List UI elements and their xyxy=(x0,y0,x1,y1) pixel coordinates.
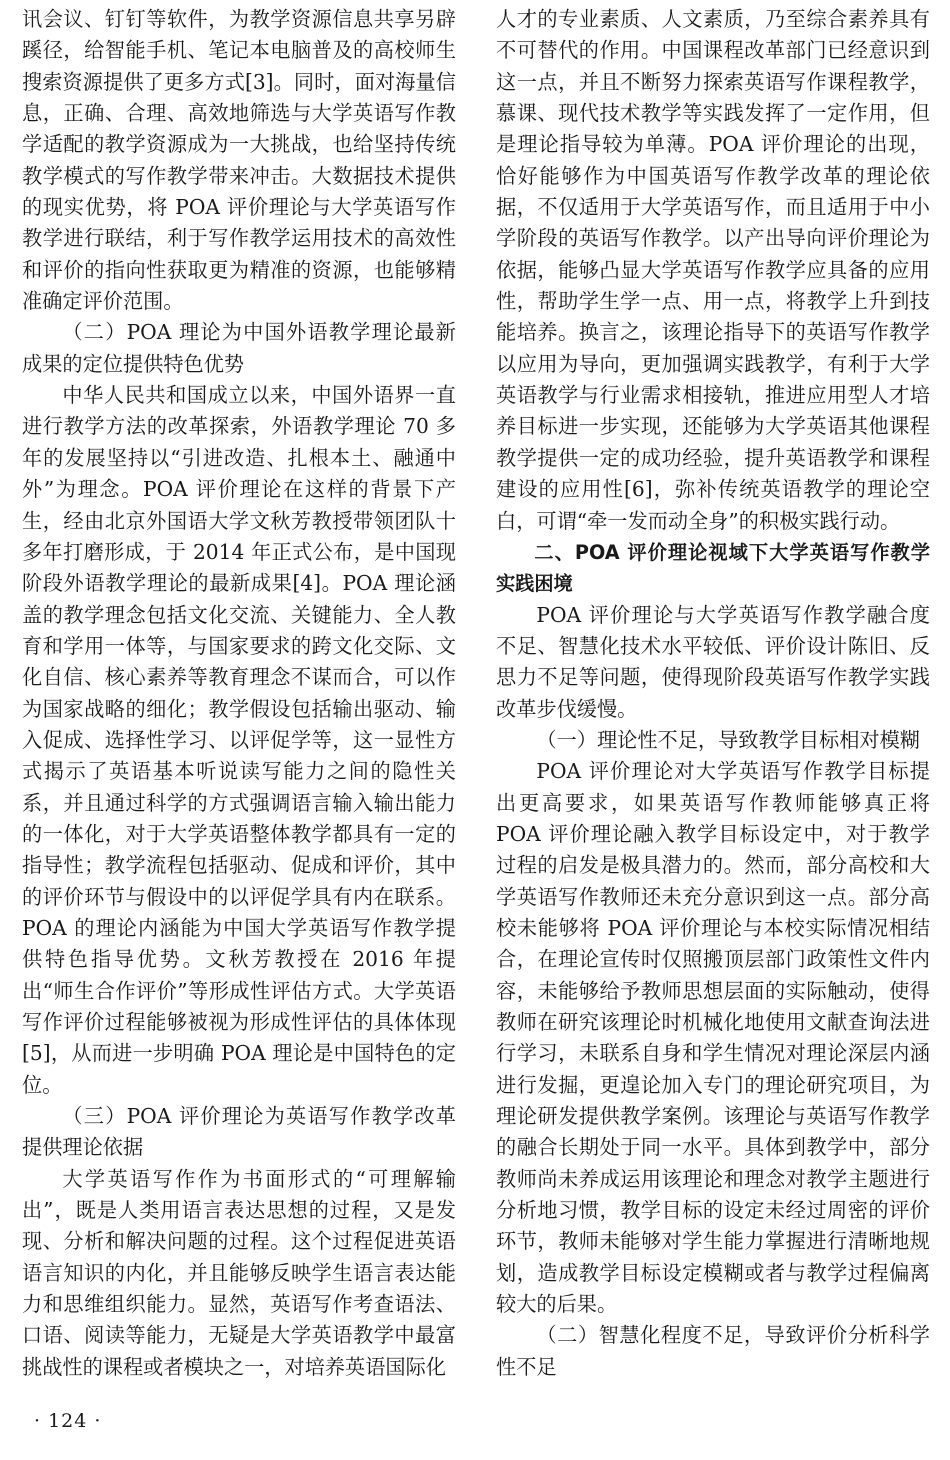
subheading-2: （二）POA 理论为中国外语教学理论最新成果的定位提供特色优势 xyxy=(22,320,456,376)
right-column xyxy=(496,4,930,1383)
paragraph: POA 评价理论对大学英语写作教学目标提出更高要求，如果英语写作教师能够真正将 POA 评价理论融入教学目标设定中，对于教学过程的启发是极具潜力的。然而，部分高校和大学英语写作教师还未充分意识到这一点。部分高校未能够将 POA 评价理论与本校实际情况相结合，在理论宣传时仅照搬顶层部门政策性文件内容，未能够给予教师思想层面的实际触动，使得教师在研究该理论时机械化地使用文献查询法进行学习，未联系自身和学生情况对理论深层内涵进行发掘，更遑论加入专门的理论研究项目，为理论研发提供教学案例。该理论与英语写作教学的融合长期处于同一水平。具体到教学中，部分教师尚未养成运用该理论和理念对教学主题进行分析地习惯，教学目标的设定未经过周密的评价环节，教师未能够对学生能力掌握进行清晰地规划，造成教学目标设定模糊或者与教学过程偏离较大的后果。 xyxy=(496,759,930,1317)
paragraph-continued: 人才的专业素质、人文素质，乃至综合素养具有不可替代的作用。中国课程改革部门已经意识到这一点，并且不断努力探索英语写作课程教学，慕课、现代技术教学等实践发挥了一定作用，但是理论指导较为单薄。POA 评价理论的出现，恰好能够作为中国英语写作教学改革的理论依据，不仅适用于大学英语写作，而且适用于中小学阶段的英语写作教学。以产出导向评价理论为依据，能够凸显大学英语写作教学应具备的应用性，帮助学生学一点、用一点，将教学上升到技能培养。换言之，该理论指导下的英语写作教学以应用为导向，更加强调实践教学，有利于大学英语教学与行业需求相接轨，推进应用型人才培养目标进一步实现，还能够为大学英语其他课程教学提供一定的成功经验，提升英语教学和课程建设的应用性[6]，弥补传统英语教学的理论空白，可谓“牵一发而动全身”的积极实践行动。 xyxy=(496,7,930,533)
subheading-2: （二）智慧化程度不足，导致评价分析科学性不足 xyxy=(496,1323,930,1379)
section-heading: 二、POA 评价理论视域下大学英语写作教学实践困境 xyxy=(496,540,930,596)
subheading-1: （一）理论性不足，导致教学目标相对模糊 xyxy=(536,727,920,752)
paragraph: 大学英语写作作为书面形式的“可理解输出”，既是人类用语言表达思想的过程，又是发现、分析和解决问题的过程。这个过程促进英语语言知识的内化，并且能够反映学生语言表达能力和思维组织能力。显然，英语写作考查语法、口语、阅读等能力，无疑是大学英语教学中最富挑战性的课程或者模块之一，对培养英语国际化 xyxy=(22,1166,456,1379)
paragraph-continued: 讯会议、钉钉等软件，为教学资源信息共享另辟蹊径，给智能手机、笔记本电脑普及的高校师生搜索资源提供了更多方式[3]。同时，面对海量信息，正确、合理、高效地筛选与大学英语写作教学适配的教学资源成为一大挑战，也给坚持传统教学模式的写作教学带来冲击。大数据技术提供的现实优势，将 POA 评价理论与大学英语写作教学进行联结，利于写作教学运用技术的高效性和评价的指向性获取更为精准的资源，也能够精准确定评价范围。 xyxy=(22,7,456,314)
subheading-3: （三）POA 评价理论为英语写作教学改革提供理论依据 xyxy=(22,1104,456,1160)
paragraph: 中华人民共和国成立以来，中国外语界一直进行教学方法的改革探索，外语教学理论 70 多年的发展坚持以“引进改造、扎根本土、融通中外”为理念。POA 评价理论在这样的背景下产生，经由北京外国语大学文秋芳教授带领团队十多年打磨形成，于 2014 年正式公布，是中国现阶段外语教学理论的最新成果[4]。POA 理论涵盖的教学理念包括文化交流、关键能力、全人教育和学用一体等，与国家要求的跨文化交际、文化自信、核心素养等教育理念不谋而合，可以作为国家战略的细化；教学假设包括输出驱动、输入促成、选择性学习、以评促学等，这一显性方式揭示了英语基本听说读写能力之间的隐性关系，并且通过科学的方式强调语言输入输出能力的一体化，对于大学英语整体教学都具有一定的指导性；教学流程包括驱动、促成和评价，其中的评价环节与假设中的以评促学具有内在联系。POA 的理论内涵能为中国大学英语写作教学提供特色指导优势。文秋芳教授在 2016 年提出“师生合作评价”等形成性评估方式。大学英语写作评价过程能够被视为形成性评估的具体体现[5]，从而进一步明确 POA 理论是中国特色的定位。 xyxy=(22,383,456,1097)
page-number: · 124 · xyxy=(34,1410,102,1432)
paragraph: POA 评价理论与大学英语写作教学融合度不足、智慧化技术水平较低、评价设计陈旧、反思力不足等问题，使得现阶段英语写作教学实践改革步伐缓慢。 xyxy=(496,602,930,721)
left-column xyxy=(22,4,456,1383)
